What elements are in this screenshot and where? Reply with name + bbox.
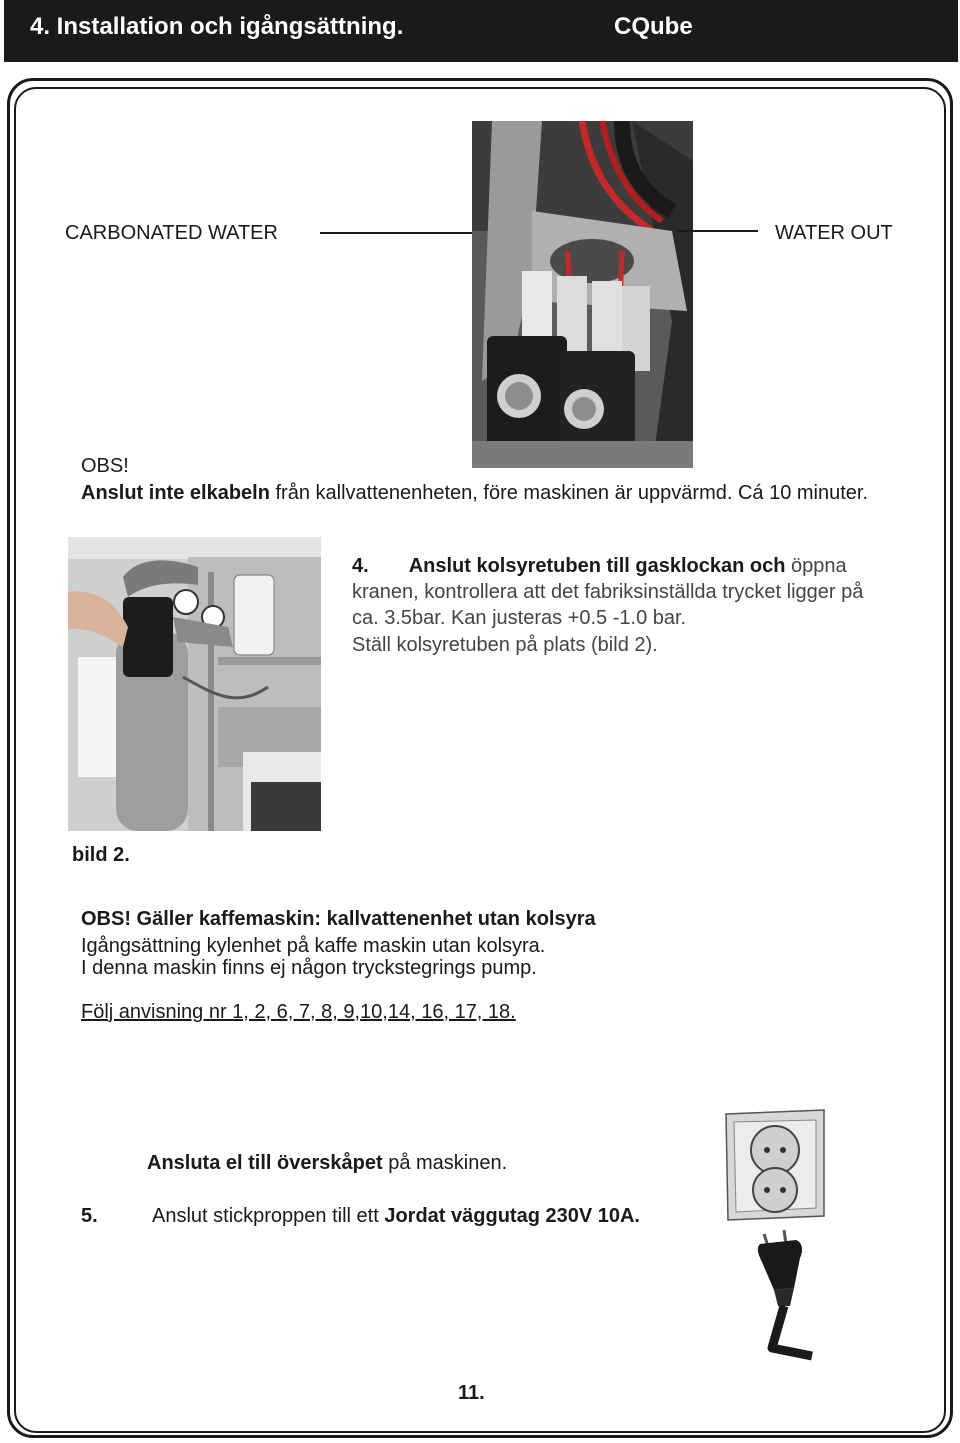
obs1-heading: OBS! <box>81 455 129 477</box>
photo-caption: bild 2. <box>72 844 130 866</box>
obs2-heading: OBS! Gäller kaffemaskin: kallvattenenhet utan kolsyra <box>81 908 596 930</box>
obs1-bold: Anslut inte elkabeln <box>81 482 270 504</box>
section-title: 4. Installation och igångsättning. <box>30 13 404 40</box>
connect-electric-bold: Ansluta el till överskåpet <box>147 1152 383 1174</box>
header-bar <box>4 0 958 62</box>
connect-electric-text <box>147 1150 507 1176</box>
power-plug-illustration <box>750 1228 820 1363</box>
step5-bold: Jordat väggutag 230V 10A. <box>384 1205 640 1227</box>
brand-name: CQube <box>614 13 693 40</box>
step5-number: 5. <box>81 1205 98 1227</box>
obs2-line2: I denna maskin finns ej någon tryckstegrings pump. <box>81 957 537 979</box>
wall-socket-illustration <box>720 1108 830 1223</box>
carbonated-water-label: CARBONATED WATER <box>65 222 278 244</box>
obs1-rest: från kallvattenenheten, före maskinen är uppvärmd. Cá 10 minuter. <box>269 482 869 504</box>
carbonated-water-leader-line <box>320 232 472 234</box>
obs2-line1: Igångsättning kylenhet på kaffe maskin utan kolsyra. <box>81 935 546 957</box>
step5-text <box>152 1203 640 1229</box>
step4-line3: ca. 3.5bar. Kan justeras +0.5 -1.0 bar. <box>352 607 687 629</box>
cooling-unit-photo <box>472 121 693 468</box>
connect-electric-rest: på maskinen. <box>382 1152 508 1174</box>
step4-line2: kranen, kontrollera att det fabriksinställda trycket ligger på <box>352 581 864 603</box>
obs2-follow-instructions: Följ anvisning nr 1, 2, 6, 7, 8, 9,10,14, 16, 17, 18. <box>81 1001 516 1023</box>
water-out-leader-line <box>678 230 758 232</box>
step4-line1 <box>352 553 847 579</box>
step4-number: 4. <box>352 555 369 577</box>
step4-line1-rest: öppna <box>785 555 847 577</box>
step5-plain: Anslut stickproppen till ett <box>152 1205 385 1227</box>
step4-line4: Ställ kolsyretuben på plats (bild 2). <box>352 634 658 656</box>
gas-bottle-photo <box>68 537 321 831</box>
page-number: 11. <box>458 1382 485 1404</box>
water-out-label: WATER OUT <box>775 222 893 244</box>
obs1-text <box>81 480 868 506</box>
step4-bold: Anslut kolsyretuben till gasklockan och <box>408 555 786 577</box>
